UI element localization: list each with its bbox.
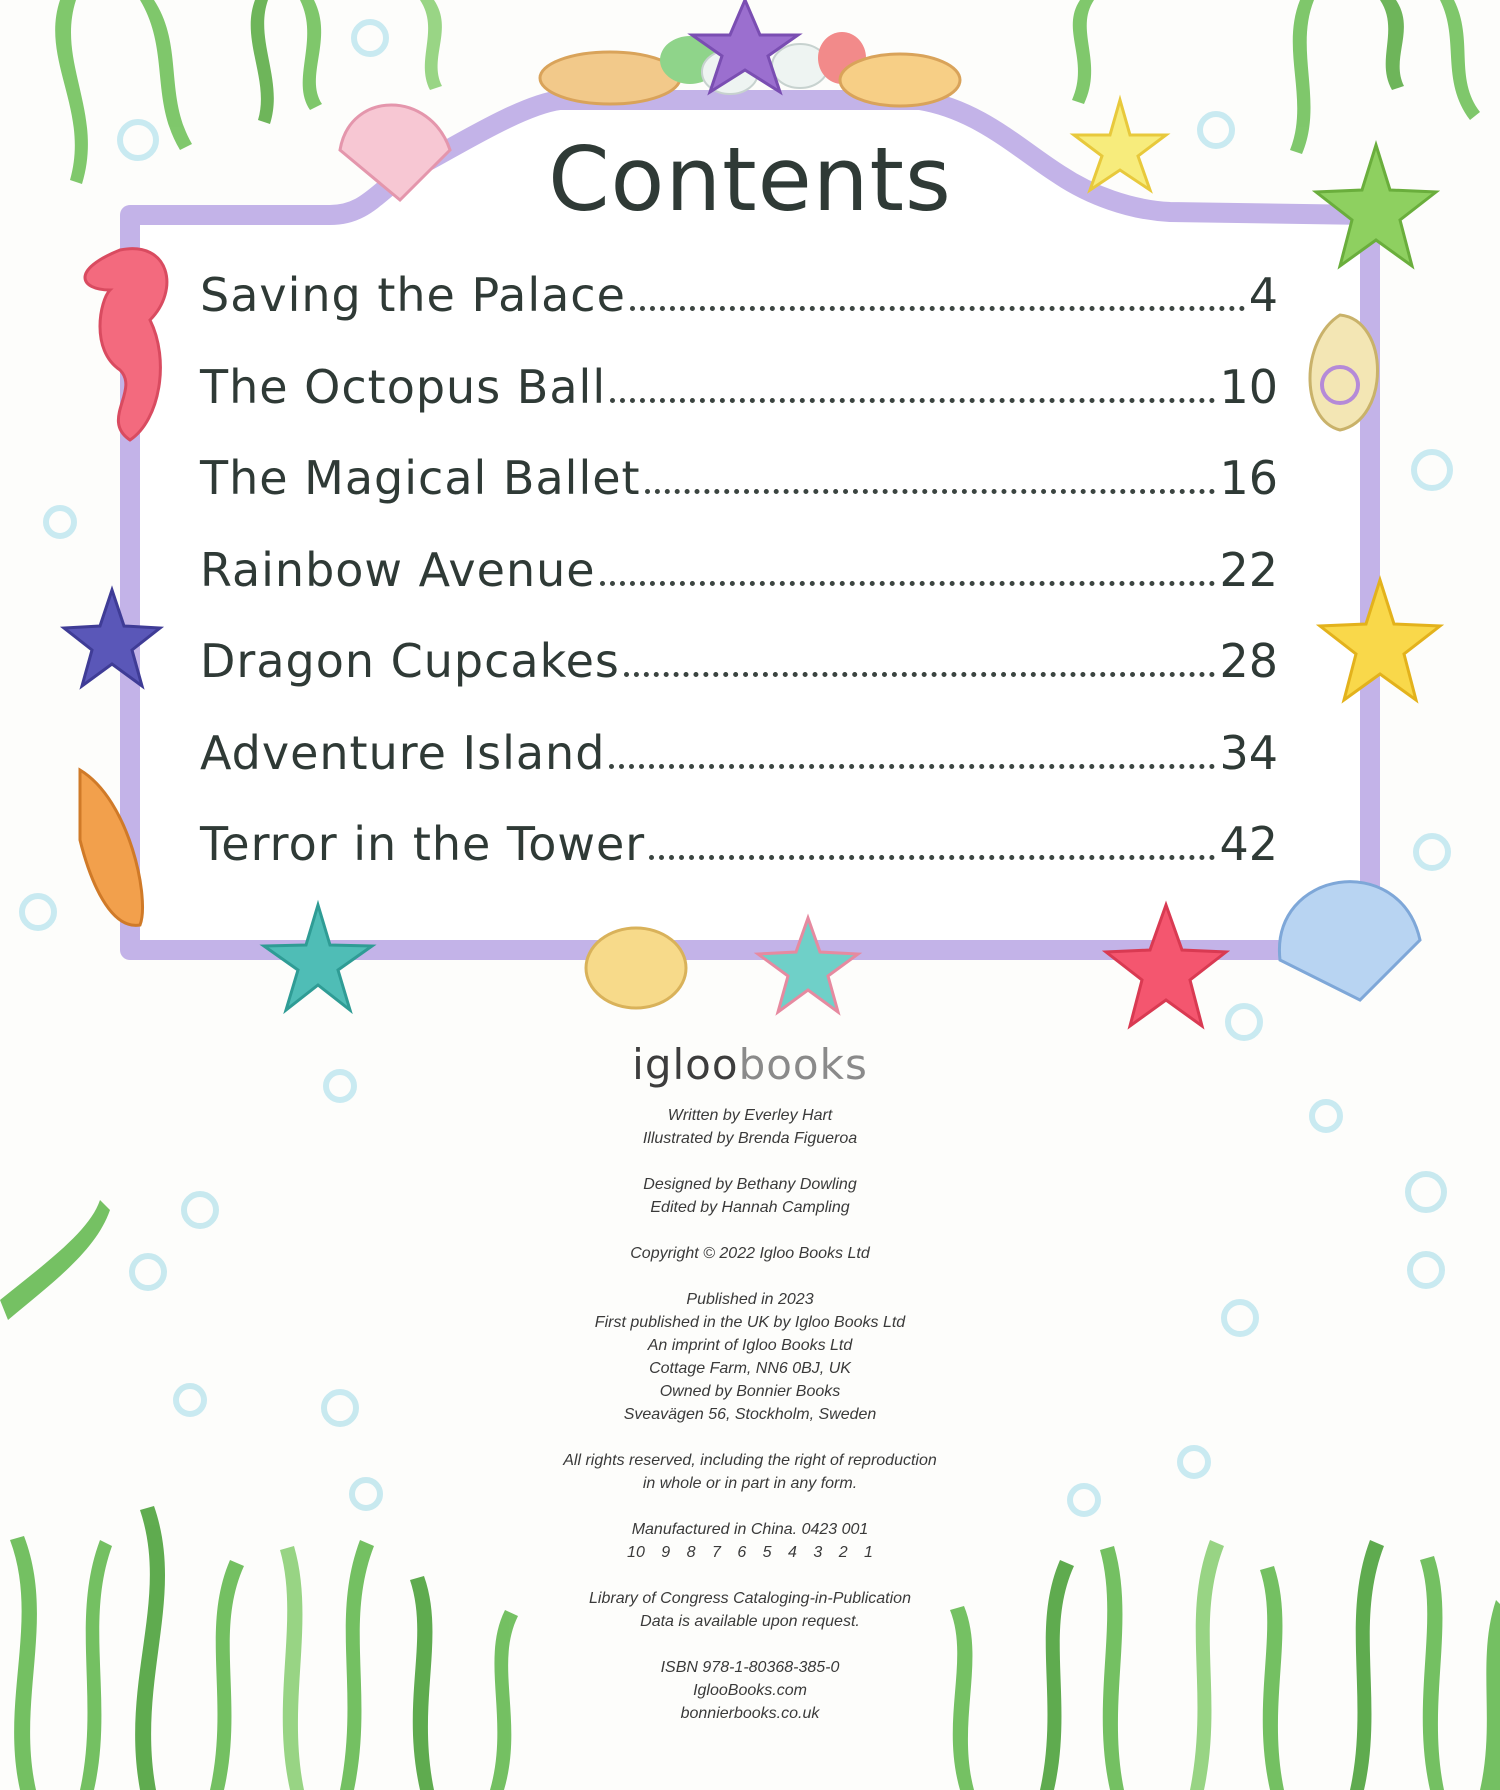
toc-entry-the-octopus-ball (200, 360, 1278, 452)
credit-designer: Designed by Bethany Dowling (643, 1176, 857, 1193)
print-numbers: 10 9 8 7 6 5 4 3 2 1 (627, 1544, 873, 1561)
imprint-line: An imprint of Igloo Books Ltd (647, 1337, 853, 1354)
loc-line-1: Library of Congress Cataloging-in-Publication (589, 1590, 911, 1607)
website-bonnier: bonnierbooks.co.uk (680, 1705, 820, 1722)
logo-word-igloo: igloo (632, 1040, 739, 1089)
toc-leader-dots (649, 855, 1215, 860)
toc-entry-title: The Magical Ballet (200, 451, 641, 505)
toc-entry-adventure-island (200, 726, 1278, 818)
toc-page-number: 28 (1219, 634, 1278, 688)
credit-writer: Written by Everley Hart (667, 1107, 833, 1124)
toc-entry-dragon-cupcakes (200, 634, 1278, 726)
published-line: Published in 2023 (686, 1291, 814, 1308)
credit-illustrator: Illustrated by Brenda Figueroa (642, 1130, 858, 1147)
first-published-line: First published in the UK by Igloo Books Ltd (594, 1314, 906, 1331)
blue-scallop-shell (1279, 882, 1420, 1000)
toc-entry-title: Adventure Island (200, 725, 606, 780)
owner-line: Owned by Bonnier Books (659, 1383, 841, 1400)
toc-entry-title: Saving the Palace (200, 268, 626, 322)
rights-line-1: All rights reserved, including the right of reproduction (563, 1452, 937, 1469)
toc-page-number: 42 (1219, 817, 1278, 871)
toc-page-number: 10 (1219, 359, 1278, 414)
contents-title: Contents (548, 128, 952, 231)
isbn-line: ISBN 978-1-80368-385-0 (660, 1659, 840, 1676)
imprint-credits (0, 1104, 1500, 1725)
toc-leader-dots (645, 489, 1216, 494)
owner-address: Sveavägen 56, Stockholm, Sweden (623, 1406, 877, 1423)
credit-editor: Edited by Hannah Campling (650, 1199, 850, 1216)
toc-leader-dots (600, 581, 1216, 586)
table-of-contents (200, 268, 1278, 909)
toc-page-number: 22 (1219, 542, 1278, 597)
toc-entry-rainbow-avenue (200, 543, 1278, 635)
toc-leader-dots (610, 398, 1215, 403)
loc-line-2: Data is available upon request. (640, 1613, 860, 1630)
toc-entry-title: Rainbow Avenue (200, 542, 596, 597)
toc-entry-title: Terror in the Tower (200, 817, 646, 871)
toc-leader-dots (624, 672, 1216, 677)
toc-entry-title: Dragon Cupcakes (200, 634, 620, 688)
toc-page-number: 34 (1219, 725, 1278, 780)
logo-word-books: books (738, 1040, 868, 1089)
rights-line-2: in whole or in part in any form. (642, 1475, 858, 1492)
website-igloo: IglooBooks.com (693, 1682, 807, 1699)
toc-page-number: 4 (1248, 268, 1278, 322)
toc-entry-the-magical-ballet (200, 451, 1278, 543)
publisher-address: Cottage Farm, NN6 0BJ, UK (649, 1360, 851, 1377)
toc-leader-dots (630, 306, 1245, 311)
copyright-line: Copyright © 2022 Igloo Books Ltd (630, 1245, 870, 1262)
toc-entry-terror-in-the-tower (200, 817, 1278, 909)
toc-page-number: 16 (1219, 451, 1278, 505)
manufactured-line: Manufactured in China. 0423 001 (631, 1521, 869, 1538)
toc-leader-dots (609, 764, 1215, 769)
publisher-logo (0, 1040, 1500, 1089)
toc-entry-title: The Octopus Ball (200, 359, 607, 414)
toc-entry-saving-the-palace (200, 268, 1278, 360)
